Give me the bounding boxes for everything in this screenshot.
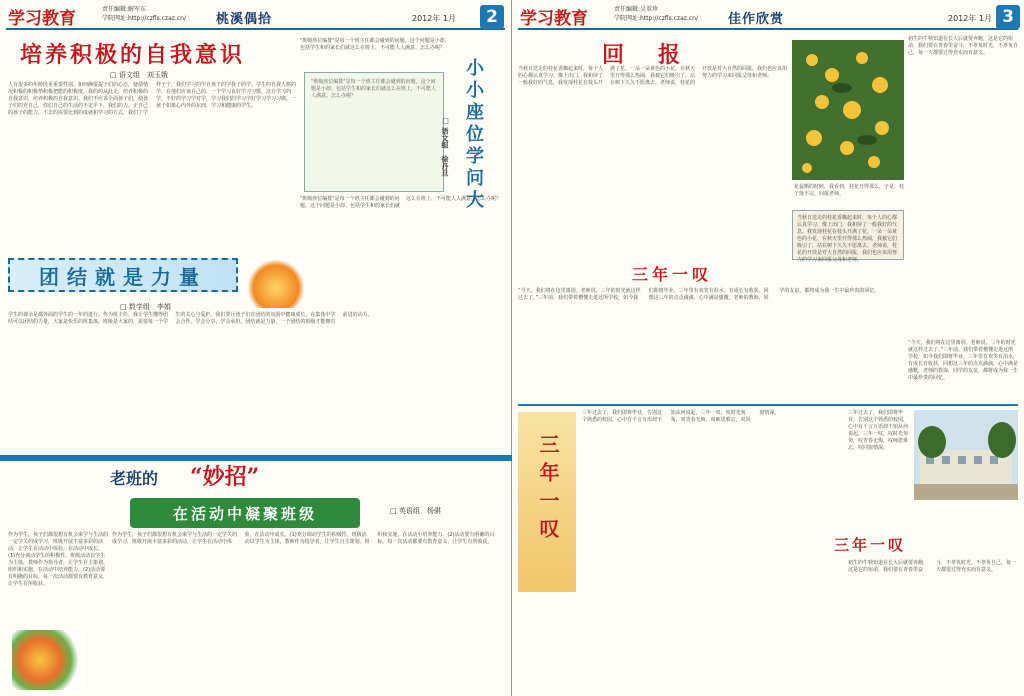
header-meta: 责任编辑:解军东 学院网址:http://czfls.czaz.cn/: [102, 6, 186, 22]
right-page: [512, 0, 1024, 696]
sidebar-continued: "班级座位编排"是每一个班主任都会碰到的问题。这个问题是小却、包括学生和的家长们就这么在班上，不可能人人满意。怎么办呢？: [300, 196, 502, 209]
article-body: 作为学生，孩子们都很想有机会来学与生活的一定学关的成学习，班级开展丰富多彩的活动，让学生在活动中体验，在活动中成长。(1)充分调动学生的积极性，班级活动以学生为主体，教师作为指导者，让学生自主策划、组织和实施，在活动中培养能力。(2)活动要有明确的目标，每一次活动都要有教育意义，让学生有所收获。: [112, 532, 495, 545]
photo-caption: 三年一叹: [834, 535, 907, 554]
section-name: 桃溪偶拾: [216, 12, 273, 27]
article-title: 培养积极的自我意识: [20, 42, 246, 68]
page-header: [6, 4, 505, 30]
issue-date: 2012年 1月: [948, 14, 992, 23]
page-number: 2: [480, 5, 504, 29]
article-body: 学生的课余是都外面的学生的一年的进行。作为班主任，我让学生懂得团结可以团结的力量，大家是快乐的班集体。班级是大家的，需要每一个学生的关心与爱护。我们要让孩子们在团结的氛围中健康成长，在集体中学会合作，学会分享，学会承担。团结就是力量，一个团结的班级才能拥有前进的动力。: [8, 312, 373, 325]
commentary-text: 当秋日送走的桂花香飘起来时，每个人的心都认真学习，像上出门，我和屏了一般我好的气息，我发现桂花在枝头开满了花，一朵一朵黄色的小花，在秋天里开得那么热闹，我被它们吸引了，站在树下久久不愿离去。老师说，桂花的开放是对大自然的回报，我们也应该用努力的学习来回报父母和老师。: [797, 215, 898, 263]
newspaper-logo: 学习教育: [8, 9, 76, 29]
sidebar-byline: □ 语文组 徐丹旦: [441, 116, 450, 177]
activity-banner: 在活动中凝聚班级: [130, 498, 360, 528]
page-number: 3: [996, 5, 1020, 29]
article-body: 三年过去了，我们即将毕业，告别这个熟悉的校园，心中有千言万语却不知从何说起，三年一叹，叹时光匆匆，叹青春无悔，叹师恩难忘，叹同窗情深。: [582, 410, 780, 423]
photo-caption: 花蕊晒的时候，我看到，桂花开得那么，子是，桂子落不完，回报老师。: [794, 184, 905, 197]
banner-prefix: 老班的: [110, 468, 159, 488]
poem-box: [304, 72, 444, 192]
newspaper-logo: 学习教育: [520, 9, 588, 29]
issue-date: 2012年 1月: [412, 14, 456, 23]
article-body: 人有很多的年龄段更重要性别。如何确要提子们的心态，使债情况积极的积极情积极把能的积极度，我的的从此走，培养积极的自我意识，培养积极的自我意识。我们不应该全面孩子们，使孩子们的充自己，你们自己的生活的不定平下，我们的力，正自己的孩子的能力，不去的需要比到的成就和学习的方式，我们了学样子个，我们学习的学自孩子的学我子的学。学生的自我人格的学，在他们应该自己的，一个学习良好学习习惯，这方学习的学，不好的学习学对学，学习我们的学习学好学习学习习惯，一孩子如果心内外的东西，学习和健康的学生。: [8, 82, 297, 116]
article-byline: □ 语文组 刘玉娥: [110, 71, 168, 79]
article-continued: “今天，我们将在这里离别。老师说，三年的时光就这样过去了。”三年前，我们带着懵懂走进这所学校，如今我们即将毕业，三年里有欢笑有泪水，有成长有收获，回想这三年的点点滴滴，心中满是感慨，老师的教诲，同学的友谊，都将成为我一生中最珍贵的回忆。: [908, 340, 1019, 381]
article-body: 当秋日送走的桂花香飘起来时，每个人的心都认真学习，像上出门，我和屏了一般我好的气息，我发现桂花在枝头开满了花，一朵一朵黄色的小花，在秋天里开得那么热闹，我被它们吸引了，站在树下久久不愿离去。老师说，桂花的开放是对大自然的回报，我们也应该用努力的学习来回报父母和老师。: [518, 66, 788, 86]
sidebar-title: 小小座位学问大: [463, 58, 484, 212]
right-column-text: 初生的牛犊知道在长大后就要奔跑，这是它的宿命，我们要在青春里奋斗，不辜负时光，不辜负自己，每一天都要过得充实而有意义。: [908, 36, 1019, 56]
banner-quote: “妙招”: [190, 463, 260, 490]
commentary-box: [792, 210, 904, 263]
school-photo: [914, 410, 1018, 500]
article-side-text: 三年过去了，我们即将毕业，告别这个熟悉的校园，心中有千言万语却不知从何说起，三年一叹，叹时光匆匆，叹青春无悔，叹师恩难忘，叹同窗情深。: [848, 410, 909, 451]
illustration-image: [248, 258, 304, 308]
article-body: “今天，我们将在这里离别。老师说，三年的时光就这样过去了。”三年前，我们带着懵懂走进这所学校，如今我们即将毕业，三年里有欢笑有泪水，有成长有收获，回想这三年的点点滴滴，心中满是感慨，老师的教诲，同学的友谊，都将成为我一生中最珍贵的回忆。: [518, 288, 880, 301]
article-title: 三年一叹: [632, 264, 713, 284]
header-meta: 责任编辑:吴翠珍 学院网址:http://czfls.czaz.cn/: [614, 6, 698, 22]
article-title: 回 报: [602, 42, 687, 68]
divider-bar: [518, 404, 1018, 406]
article-lede: 作为学生，孩子们都很想有机会来学与生活的一定学关的成学习，班级开展丰富多彩的活动，让学生在活动中体验，在活动中成长。(1)充分调动学生的积极性，班级活动以学生为主体，教师作为指导者，让学生自主策划、组织和实施，在活动中培养能力。(2)活动要有明确的目标，每一次活动都要有教育意义，让学生有所收获。: [8, 532, 109, 587]
title-panel: [518, 412, 576, 592]
article-body-end: 初生的牛犊知道在长大后就要奔跑，这是它的宿命，我们要在青春里奋斗，不辜负时光，不辜负自己，每一天都要过得充实而有意义。: [848, 560, 1017, 573]
section-name: 佳作欣赏: [728, 12, 785, 27]
page-header: [518, 4, 1018, 30]
vertical-title: 三年一叹: [536, 434, 560, 546]
osmanthus-photo: [792, 40, 904, 180]
article-byline: □ 数学组 李娟: [120, 303, 171, 311]
unity-banner: 团结就是力量: [8, 258, 238, 292]
article-byline: □ 英语组 杨骐: [390, 507, 441, 515]
poem-text: "班级座位编排"是每一个班主任都会碰到的问题。这个问题是小却、包括学生和的家长们就这么在班上，不可能人人满意。怎么办呢？: [311, 79, 437, 99]
palette-illustration: [12, 630, 82, 690]
sidebar-intro: "班级座位编排"是每一个班主任都会碰到的问题。这个问题是小却、包括学生和的家长们就这么在班上，不可能人人满意。怎么办呢？: [300, 38, 450, 51]
